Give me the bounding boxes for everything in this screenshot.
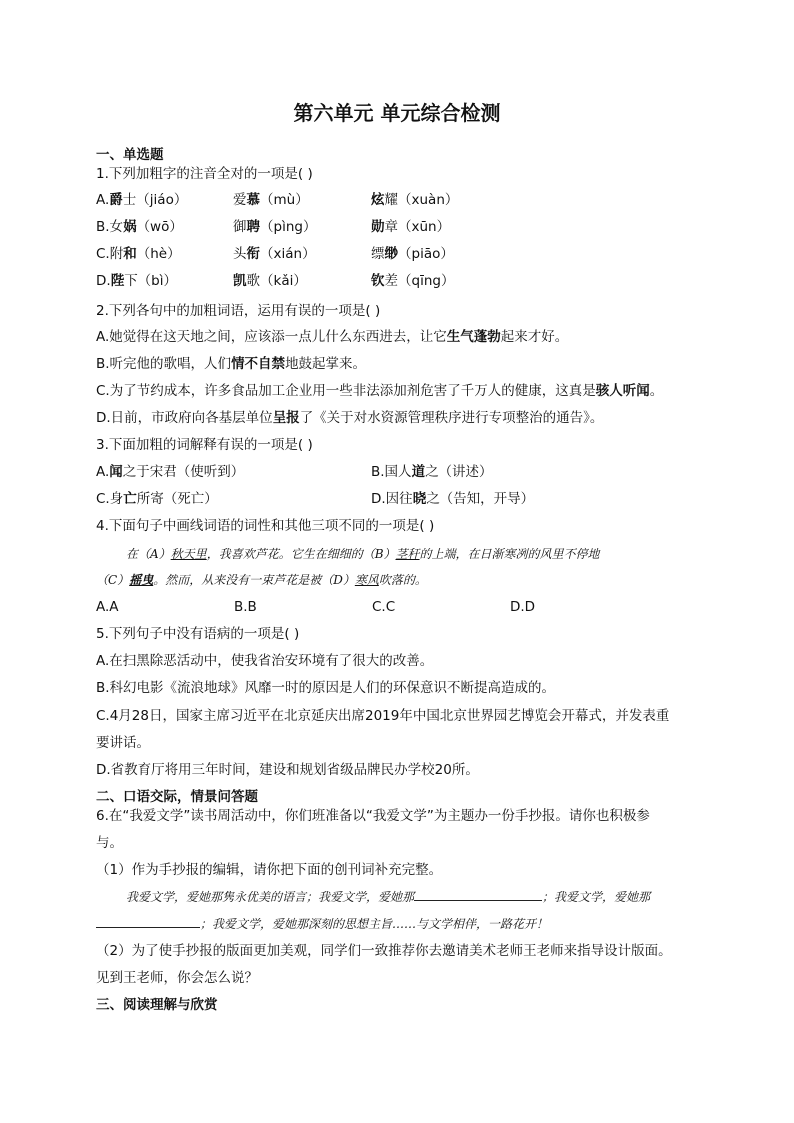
underlined-word: 秋天里 <box>170 547 207 561</box>
question-1-stem: 1.下列加粗字的注音全对的一项是( ) <box>96 166 313 182</box>
option-text: 之（讲述） <box>425 464 493 480</box>
passage-text: ；我爱文学，爱她那深刻的思想主旨……与文学相伴，一路花开！ <box>200 917 549 931</box>
option-text: （xián） <box>260 246 316 262</box>
question-1-option-cell <box>96 217 183 237</box>
question-4-option-b: B.B <box>234 599 257 615</box>
question-6-stem-line-1: 6.在“我爱文学”读书周活动中，你们班准备以“我爱文学”为主题办一份手抄报。请你也积极参 <box>96 808 650 824</box>
bold-term: 道 <box>411 464 426 480</box>
option-text: D. <box>96 273 111 289</box>
question-4-stem: 4.下面句子中画线词语的词性和其他三项不同的一项是( ) <box>96 518 435 534</box>
bold-character: 慕 <box>246 192 260 208</box>
question-1-option-cell <box>371 190 458 210</box>
passage-text: ；我爱文学，爱她那 <box>542 890 651 904</box>
bold-character: 炫 <box>371 192 385 208</box>
option-text: D.日前，市政府向各基层单位 <box>96 410 273 426</box>
option-text: 地鼓起掌来。 <box>285 356 367 372</box>
bold-character: 勋 <box>371 219 385 235</box>
option-text: 下（bì） <box>124 273 178 289</box>
option-text: B.听完他的歌唱，人们 <box>96 356 232 372</box>
option-text: C.身 <box>96 491 124 507</box>
question-5-stem: 5.下列句子中没有语病的一项是( ) <box>96 626 300 642</box>
question-1-option-cell <box>233 271 307 291</box>
option-text: 缥 <box>371 246 385 262</box>
question-5-option-c-line-2: 要讲话。 <box>96 735 150 751</box>
option-text: A. <box>96 192 110 208</box>
bold-character: 陛 <box>110 273 125 289</box>
option-text: 御 <box>233 219 247 235</box>
option-text: 爱 <box>233 192 247 208</box>
bold-term: 呈报 <box>272 410 300 426</box>
option-text: 耀（xuàn） <box>384 192 459 208</box>
question-6-stem-line-2: 与。 <box>96 835 123 851</box>
option-text: B.国人 <box>371 464 412 480</box>
answer-blank-2[interactable] <box>96 913 200 928</box>
option-text: 。 <box>649 383 664 399</box>
answer-blank-1[interactable] <box>414 886 542 901</box>
question-2-option-a <box>96 327 568 347</box>
bold-character: 钦 <box>371 273 385 289</box>
option-text: 所寄（死亡） <box>136 491 218 507</box>
bold-term: 亡 <box>123 491 137 507</box>
option-text: 头 <box>233 246 247 262</box>
section-heading-oral-communication: 二、口语交际，情景问答题 <box>96 789 258 805</box>
page-title: 第六单元 单元综合检测 <box>293 101 501 125</box>
question-1-option-cell <box>371 217 450 237</box>
section-heading-reading: 三、阅读理解与欣赏 <box>96 997 218 1013</box>
question-2-option-d <box>96 408 603 428</box>
question-4-passage-line-2 <box>96 570 427 590</box>
passage-text: 我爱文学，爱她那隽永优美的语言；我爱文学，爱她那 <box>126 890 415 904</box>
question-2-option-c <box>96 381 663 401</box>
passage-text: 的上端，在日渐寒冽的风里不停地 <box>419 547 600 561</box>
option-text: C.为了节约成本，许多食品加工企业用一些非法添加剂危害了千万人的健康，这真是 <box>96 383 596 399</box>
option-text: 章（xūn） <box>384 219 451 235</box>
option-text: A. <box>96 464 110 480</box>
option-text: （hè） <box>136 246 181 262</box>
bold-character: 爵 <box>109 192 123 208</box>
question-6-fill-line-1 <box>126 886 650 907</box>
question-4-option-c: C.C <box>372 599 396 615</box>
underlined-word: 茎秆 <box>395 547 420 561</box>
option-text: D.因往 <box>371 491 413 507</box>
bold-character: 娲 <box>123 219 137 235</box>
question-3-option-b <box>371 462 493 482</box>
bold-character: 缈 <box>384 246 398 262</box>
option-text: （pìng） <box>260 219 317 235</box>
option-text: 歌（kǎi） <box>246 273 307 289</box>
bold-term: 情不自禁 <box>231 356 286 372</box>
option-text: （mù） <box>260 192 309 208</box>
question-1-option-cell <box>233 217 316 237</box>
bold-term: 闻 <box>109 464 123 480</box>
bold-character: 衔 <box>246 246 260 262</box>
question-1-option-cell <box>96 271 177 291</box>
question-1-option-cell <box>96 190 187 210</box>
question-1-option-cell <box>233 244 316 264</box>
question-5-option-c-line-1: C.4月28日，国家主席习近平在北京延庆出席2019年中国北京世界园艺博览会开幕式，并发表重 <box>96 708 670 724</box>
option-text: A.她觉得在这天地之间，应该添一点儿什么东西进去，让它 <box>96 329 447 345</box>
option-text: 了《关于对水资源管理秩序进行专项整治的通告》。 <box>299 410 604 426</box>
question-5-option-d: D.省教育厅将用三年时间，建设和规划省级品牌民办学校20所。 <box>96 762 479 778</box>
bold-character: 和 <box>123 246 137 262</box>
question-1-option-cell <box>371 244 454 264</box>
underlined-word: 寒风 <box>354 573 379 587</box>
option-text: 之（告知，开导） <box>426 491 535 507</box>
passage-text: 在（A） <box>126 547 171 561</box>
passage-text: （C） <box>96 573 130 587</box>
question-2-stem: 2.下列各句中的加粗词语，运用有误的一项是( ) <box>96 303 381 319</box>
underlined-word: 摇曳 <box>129 573 154 587</box>
question-6-part-2-line-1: （2）为了使手抄报的版面更加美观，同学们一致推荐你去邀请美术老师王老师来指导设计版面。 <box>96 943 672 959</box>
option-text: 起来才好。 <box>500 329 569 345</box>
option-text: （piāo） <box>398 246 454 262</box>
option-text: C.附 <box>96 246 124 262</box>
bold-term: 骇人听闻 <box>595 383 650 399</box>
section-heading-single-choice: 一、单选题 <box>96 147 164 163</box>
question-6-fill-line-2 <box>96 913 548 934</box>
passage-text: ，我喜欢芦花。它生在细细的（B） <box>206 547 396 561</box>
option-text: 士（jiáo） <box>122 192 188 208</box>
question-2-option-b <box>96 354 366 374</box>
passage-text: 吹落的。 <box>378 573 427 587</box>
question-4-passage-line-1 <box>126 544 600 564</box>
question-1-option-cell <box>371 271 454 291</box>
question-6-part-1: （1）作为手抄报的编辑，请你把下面的创刊词补充完整。 <box>96 862 443 878</box>
option-text: B.女 <box>96 219 124 235</box>
question-3-stem: 3.下面加粗的词解释有误的一项是( ) <box>96 437 313 453</box>
option-text: （wō） <box>136 219 183 235</box>
question-1-option-cell <box>233 190 309 210</box>
bold-term: 生气蓬勃 <box>446 329 501 345</box>
question-1-option-cell <box>96 244 181 264</box>
question-3-option-a <box>96 462 244 482</box>
bold-character: 凯 <box>233 273 247 289</box>
question-5-option-b: B.科幻电影《流浪地球》风靡一时的原因是人们的环保意识不断提高造成的。 <box>96 680 556 696</box>
question-4-option-d: D.D <box>510 599 536 615</box>
question-6-part-2-line-2: 见到王老师，你会怎么说？ <box>96 970 258 986</box>
bold-character: 聘 <box>246 219 260 235</box>
passage-text: 。然而，从来没有一束芦花是被（D） <box>153 573 355 587</box>
option-text: 差（qīng） <box>384 273 455 289</box>
question-3-option-d <box>371 489 534 509</box>
bold-term: 晓 <box>412 491 427 507</box>
option-text: 之于宋君（使听到） <box>122 464 245 480</box>
question-5-option-a: A.在扫黑除恶活动中，使我省治安环境有了很大的改善。 <box>96 653 434 669</box>
question-4-option-a: A.A <box>96 599 119 615</box>
question-3-option-c <box>96 489 218 509</box>
